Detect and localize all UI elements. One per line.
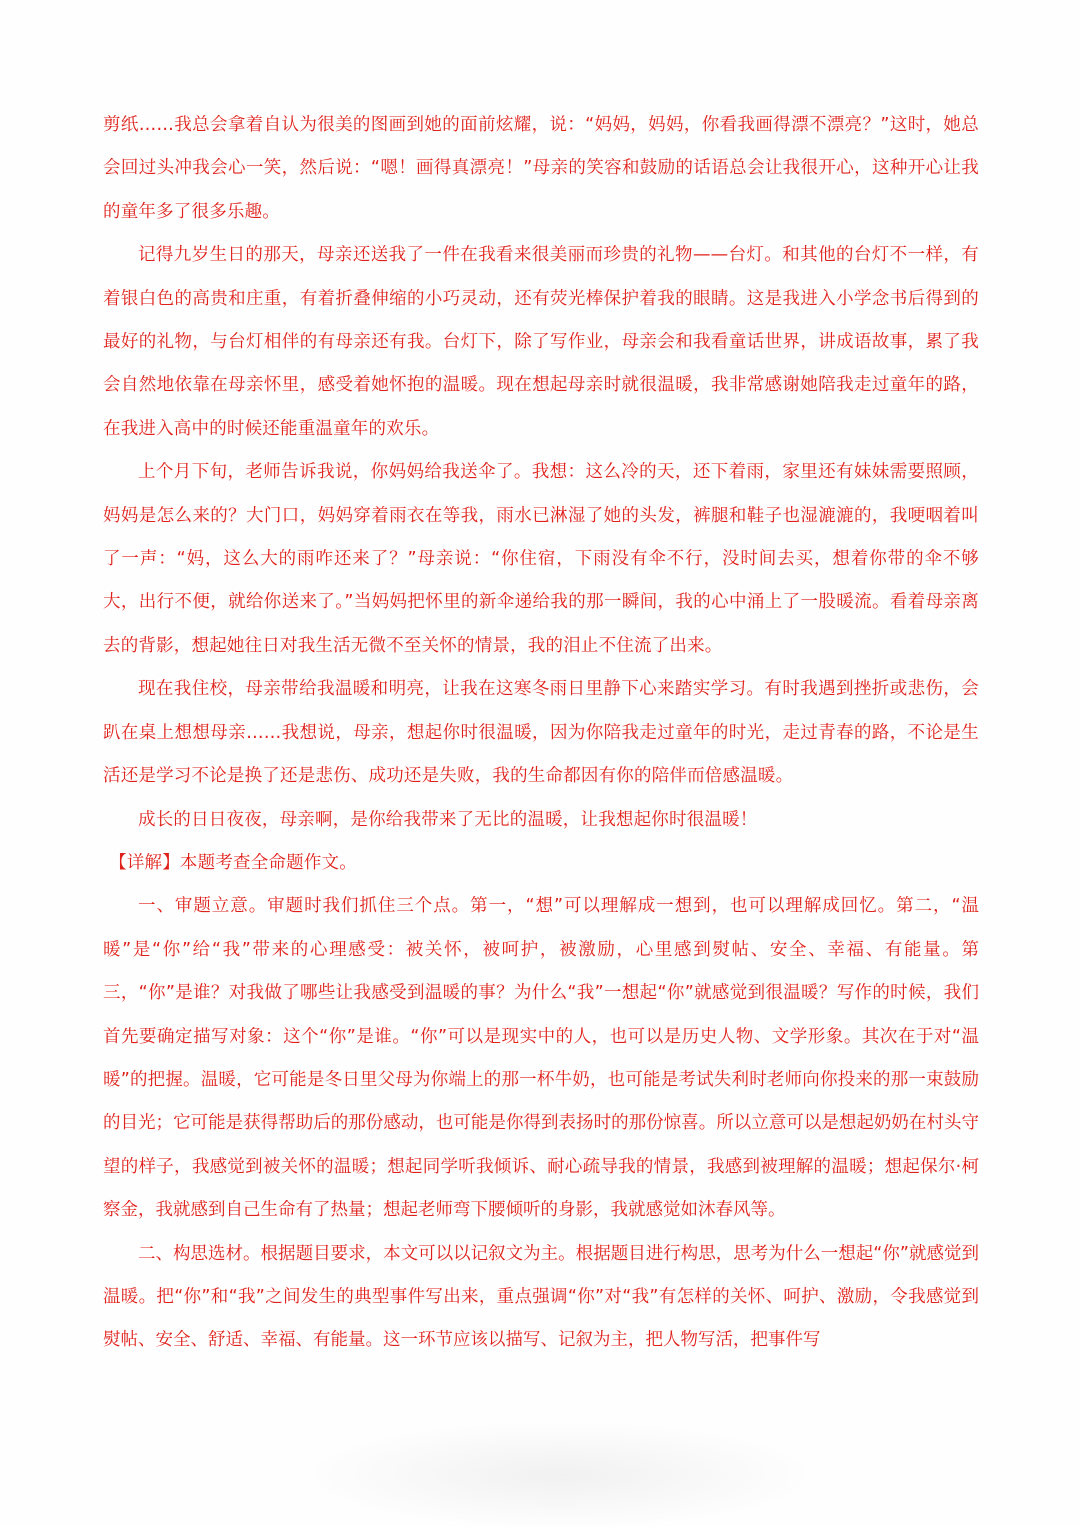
paragraph-umbrella: 上个月下旬，老师告诉我说，你妈妈给我送伞了。我想：这么冷的天，还下着雨，家里还有妹妹需要照顾，妈妈是怎么来的？大门口，妈妈穿着雨衣在等我，雨水已淋湿了她的头发，裤腿和鞋子也湿漉漉的，我哽咽着叫了一声：“妈，这么大的雨咋还来了？”母亲说：“你住宿，下雨没有伞不行，没时间去买，想着你带的伞不够大，出行不便，就给你送来了。”当妈妈把怀里的新伞递给我的那一瞬间，我的心中涌上了一股暖流。看着母亲离去的背影，想起她往日对我生活无微不至关怀的情景，我的泪止不住流了出来。 [103, 462, 979, 656]
paragraph-paper-cutting: 剪纸……我总会拿着自认为很美的图画到她的面前炫耀，说：“妈妈，妈妈，你看我画得漂不漂亮？”这时，她总会回过头冲我会心一笑，然后说：“嗯！画得真漂亮！”母亲的笑容和鼓励的话语总会让我很开心，这种开心让我的童年多了很多乐趣。 [103, 115, 979, 222]
paragraph-explanation-heading: 【详解】本题考查全命题作文。 [109, 852, 357, 873]
document-body [103, 104, 979, 1363]
paragraph-material-selection: 二、构思选材。根据题目要求，本文可以以记叙文为主。根据题目进行构思，思考为什么一想起“你”就感觉到温暖。把“你”和“我”之间发生的典型事件写出来，重点强调“你”对“我”有怎样的关怀、呵护、激励，令我感觉到熨帖、安全、舒适、幸福、有能量。这一环节应该以描写、记叙为主，把人物写活，把事件写 [103, 1243, 979, 1351]
paragraph-topic-analysis: 一、审题立意。审题时我们抓住三个点。第一，“想”可以理解成一想到，也可以理解成回忆。第二，“温暖”是“你”给“我”带来的心理感受：被关怀，被呵护，被激励，心里感到熨帖、安全、幸福、有能量。第三，“你”是谁？对我做了哪些让我感受到温暖的事？为什么“我”一想起“你”就感觉到很温暖？写作的时候，我们首先要确定描写对象：这个“你”是谁。“你”可以是现实中的人，也可以是历史人物、文学形象。其次在于对“温暖”的把握。温暖，它可能是冬日里父母为你端上的那一杯牛奶，也可能是考试失利时老师向你投来的那一束鼓励的目光；它可能是获得帮助后的那份感动，也可能是你得到表扬时的那份惊喜。所以立意可以是想起奶奶在村头守望的样子，我感觉到被关怀的温暖；想起同学听我倾诉、耐心疏导我的情景，我感到被理解的温暖；想起保尔·柯察金，我就感到自己生命有了热量；想起老师弯下腰倾听的身影，我就感觉如沐春风等。 [103, 896, 979, 1221]
paper-shadow [300, 1420, 820, 1526]
paragraph-desk-lamp: 记得九岁生日的那天，母亲还送我了一件在我看来很美丽而珍贵的礼物——台灯。和其他的台灯不一样，有着银白色的高贵和庄重，有着折叠伸缩的小巧灵动，还有荧光棒保护着我的眼睛。这是我进入小学念书后得到的最好的礼物，与台灯相伴的有母亲还有我。台灯下，除了写作业，母亲会和我看童话世界，讲成语故事，累了我会自然地依靠在母亲怀里，感受着她怀抱的温暖。现在想起母亲时就很温暖，我非常感谢她陪我走过童年的路，在我进入高中的时候还能重温童年的欢乐。 [103, 245, 979, 439]
paragraph-boarding-school: 现在我住校，母亲带给我温暖和明亮，让我在这寒冬雨日里静下心来踏实学习。有时我遇到挫折或悲伤，会趴在桌上想想母亲……我想说，母亲，想起你时很温暖，因为你陪我走过童年的时光，走过青春的路，不论是生活还是学习不论是换了还是悲伤、成功还是失败，我的生命都因有你的陪伴而倍感温暖。 [103, 679, 979, 787]
paragraph-conclusion: 成长的日日夜夜，母亲啊，是你给我带来了无比的温暖，让我想起你时很温暖！ [138, 809, 758, 830]
